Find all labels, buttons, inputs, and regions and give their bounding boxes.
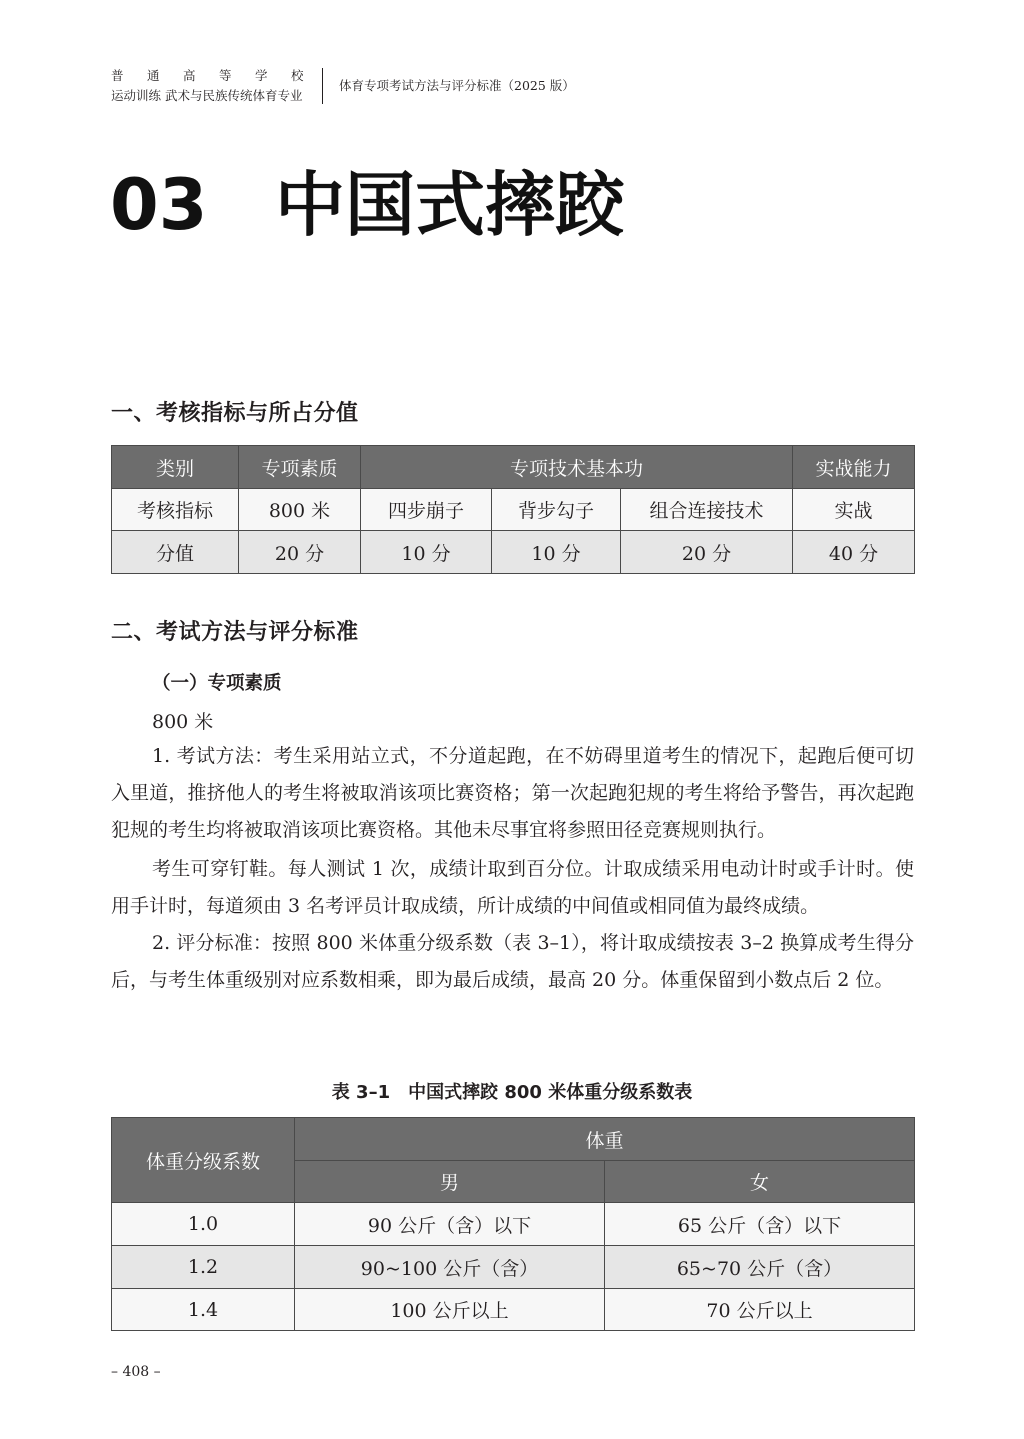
header-cell: 体重 bbox=[295, 1118, 915, 1161]
header-cell: 类别 bbox=[112, 446, 239, 489]
event-name: 800 米 bbox=[152, 711, 214, 733]
table-cell: 考核指标 bbox=[112, 489, 239, 531]
table-row bbox=[112, 1203, 915, 1246]
header-cell: 女 bbox=[605, 1161, 915, 1203]
section1-heading: 一、考核指标与所占分值 bbox=[111, 400, 359, 426]
header-cell: 实战能力 bbox=[793, 446, 915, 489]
paragraph-timing: 考生可穿钉鞋。每人测试 1 次，成绩计取到百分位。计取成绩采用电动计时或手计时。使用手计时，每道须由 3 名考评员计取成绩，所计成绩的中间值或相同值为最终成绩。 bbox=[111, 858, 914, 917]
table-cell: 10 分 bbox=[361, 531, 492, 574]
table-header-row bbox=[112, 1118, 915, 1161]
table-cell: 90 公斤（含）以下 bbox=[295, 1203, 605, 1246]
table-cell: 65~70 公斤（含） bbox=[605, 1246, 915, 1289]
table-cell: 20 分 bbox=[621, 531, 793, 574]
table-row bbox=[112, 1246, 915, 1289]
page-number: – 408 – bbox=[111, 1364, 161, 1380]
table-cell: 40 分 bbox=[793, 531, 915, 574]
header-school-line: 普 通 高 等 学 校 bbox=[111, 68, 304, 83]
running-header-left bbox=[111, 66, 304, 106]
table-header-row bbox=[112, 446, 915, 489]
header-cell: 体重分级系数 bbox=[112, 1118, 295, 1203]
chapter-number: 03 bbox=[110, 164, 208, 246]
table-cell: 70 公斤以上 bbox=[605, 1289, 915, 1331]
table-cell: 100 公斤以上 bbox=[295, 1289, 605, 1331]
paragraph-scoring: 2. 评分标准：按照 800 米体重分级系数（表 3–1），将计取成绩按表 3–2 换算成考生得分后，与考生体重级别对应系数相乘，即为最后成绩，最高 20 分。体重保留到小数点后 2 位。 bbox=[111, 932, 914, 991]
table-row bbox=[112, 489, 915, 531]
paragraph-test-method: 1. 考试方法：考生采用站立式，不分道起跑，在不妨碍里道考生的情况下，起跑后便可切入里道，推挤他人的考生将被取消该项比赛资格；第一次起跑犯规的考生将给予警告，再次起跑犯规的考生均将被取消该项比赛资格。其他未尽事宜将参照田径竞赛规则执行。 bbox=[111, 745, 914, 841]
table-cell: 90~100 公斤（含） bbox=[295, 1246, 605, 1289]
table-cell: 1.4 bbox=[112, 1289, 295, 1331]
table-cell: 20 分 bbox=[239, 531, 361, 574]
header-divider bbox=[322, 68, 323, 104]
table-cell: 组合连接技术 bbox=[621, 489, 793, 531]
table-cell: 65 公斤（含）以下 bbox=[605, 1203, 915, 1246]
running-header-right: 体育专项考试方法与评分标准（2025 版） bbox=[339, 78, 575, 93]
table-row bbox=[112, 531, 915, 574]
chapter-title bbox=[110, 160, 625, 250]
table-cell: 800 米 bbox=[239, 489, 361, 531]
subsection-heading: （一）专项素质 bbox=[152, 673, 282, 694]
table-cell: 10 分 bbox=[492, 531, 621, 574]
header-major-line: 运动训练 武术与民族传统体育专业 bbox=[111, 88, 303, 103]
table-cell: 实战 bbox=[793, 489, 915, 531]
weight-coefficient-table bbox=[111, 1117, 915, 1331]
header-cell: 男 bbox=[295, 1161, 605, 1203]
table-cell: 分值 bbox=[112, 531, 239, 574]
header-cell: 专项素质 bbox=[239, 446, 361, 489]
assessment-table bbox=[111, 445, 915, 574]
table-cell: 1.0 bbox=[112, 1203, 295, 1246]
table-cell: 1.2 bbox=[112, 1246, 295, 1289]
chapter-name: 中国式摔跤 bbox=[275, 164, 625, 246]
table-cell: 背步勾子 bbox=[492, 489, 621, 531]
section2-heading: 二、考试方法与评分标准 bbox=[111, 619, 359, 645]
table-cell: 四步崩子 bbox=[361, 489, 492, 531]
header-cell: 专项技术基本功 bbox=[361, 446, 793, 489]
table-row bbox=[112, 1289, 915, 1331]
table-caption: 表 3–1 中国式摔跤 800 米体重分级系数表 bbox=[331, 1082, 693, 1103]
